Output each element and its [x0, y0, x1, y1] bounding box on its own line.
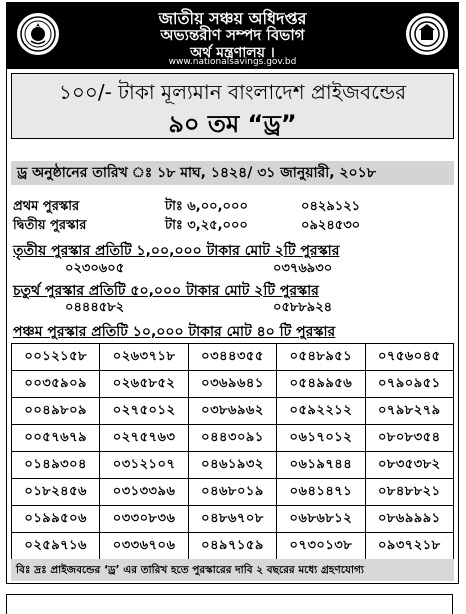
prize-number-cell: ০১৮২৪৫৬: [12, 479, 100, 506]
department-name: জাতীয় সঞ্চয় অধিদপ্তর: [158, 9, 307, 28]
prize-number-cell: ০০৪৯৮০৯: [12, 398, 100, 425]
bond-title: ১০০/- টাকা মূল্যমান বাংলাদেশ প্রাইজবন্ডের: [58, 80, 407, 104]
prize-number-cell: ০৬১৭০১২: [277, 425, 365, 452]
prize-number-cell: ০২৫৯৭১৬: [12, 533, 100, 560]
prize-number-cell: ০৩৪৪৩৫৫: [188, 344, 276, 371]
draw-number-title: ৯০ তম “ড্র”: [168, 110, 297, 138]
second-prize-number: ০৯২৪৫৩০: [301, 218, 361, 233]
prize-number-cell: ০৫৯২২১২: [277, 398, 365, 425]
table-row: [12, 506, 454, 533]
prize-number-cell: ০৭৯০৯৫১: [365, 371, 453, 398]
prize-number-cell: ০০৩৫৯০৯: [12, 371, 100, 398]
fourth-prize-number: ০৪৪৪৫৮২: [65, 300, 125, 315]
second-prize-amount: টাঃ ৩,২৫,০০০: [165, 218, 248, 233]
prize-number-cell: ০৭৩০১৩৮: [277, 533, 365, 560]
prize-number-cell: ০৫৪৯৯৫৬: [277, 371, 365, 398]
third-prize-numbers: [13, 259, 453, 277]
prize-number-cell: ০১৪৯৩০৪: [12, 452, 100, 479]
second-prize-row: [13, 216, 453, 234]
prize-number-cell: ০৪৬১৯৩২: [188, 452, 276, 479]
third-prize-number: ০২৩০৬০৫: [65, 261, 125, 276]
table-row: [12, 479, 454, 506]
prize-number-cell: ০৮৪৮৮২১: [365, 479, 453, 506]
prize-number-cell: ০০৫৭৬৭৯: [12, 425, 100, 452]
table-row: [12, 425, 454, 452]
header-banner: [7, 3, 458, 69]
table-row: [12, 533, 454, 560]
prize-number-cell: ০২৭৫০১২: [100, 398, 188, 425]
prize-number-cell: ০৮৩৫৩৮২: [365, 452, 453, 479]
table-row: [12, 452, 454, 479]
prize-number-cell: ০৫৪৮৯৫১: [277, 344, 365, 371]
table-row: [12, 398, 454, 425]
website-link[interactable]: www.nationalsavings.gov.bd: [168, 57, 297, 67]
first-prize-amount: টাঃ ৬,০০,০০০: [165, 199, 248, 214]
prize-number-cell: ০৩১২১০৭: [100, 452, 188, 479]
prize-number-cell: ০৩৩৬৭০৬: [100, 533, 188, 560]
prize-number-cell: ০৭৫৬০৪৫: [365, 344, 453, 371]
prize-number-cell: ০৪৪৩০৯১: [188, 425, 276, 452]
prize-number-cell: ০০১২১৫৮: [12, 344, 100, 371]
claim-deadline-note: বিঃ দ্রঃ প্রাইজবন্ডের ‘ড্র’ এর তারিখ হতে পুরস্কারের দাবি ২ বছরের মধ্যে গ্রহণযোগ্য: [11, 559, 454, 581]
fifth-prize-title: পঞ্চম পুরস্কার প্রতিটি ১০,০০০ টাকার মোট ৪০ টি পুরস্কার: [13, 324, 336, 340]
fourth-prize-number: ০৫৮৮৯২৪: [273, 300, 333, 315]
prize-number-cell: ০৩৩০৮৩৬: [100, 506, 188, 533]
ministry-name: অর্থ মন্ত্রণালয় ।: [190, 45, 275, 61]
prize-number-cell: ০৪৯৭১৫৯: [188, 533, 276, 560]
prize-number-cell: ০৭৯৮২৭৯: [365, 398, 453, 425]
prize-number-cell: ০২৬৫৮৫২: [100, 371, 188, 398]
second-prize-label: দ্বিতীয় পুরস্কার: [13, 218, 87, 233]
table-row: [12, 371, 454, 398]
fourth-prize-title: চতুর্থ পুরস্কার প্রতিটি ৫০,০০০ টাকার মোট ২টি পুরস্কার: [13, 283, 319, 299]
prize-number-cell: ০২৬৩৭১৮: [100, 344, 188, 371]
fifth-prize-table: [11, 343, 454, 560]
prize-number-cell: ০৩৬৯৬৪১: [188, 371, 276, 398]
table-row: [12, 344, 454, 371]
draw-date: ড্র অনুষ্ঠানের তারিখ ঃ ১৮ মাঘ, ১৪২৪/ ৩১ জানুয়ারী, ২০১৮: [11, 161, 454, 185]
prize-number-cell: ০৯৩৭২১৮: [365, 533, 453, 560]
first-prize-row: [13, 197, 453, 215]
prize-number-cell: ০২৭৫৭৬৩: [100, 425, 188, 452]
prize-number-cell: ০৪৬৮০১৯: [188, 479, 276, 506]
title-box: [11, 73, 454, 139]
bangladesh-emblem-icon: [17, 13, 59, 55]
fourth-prize-numbers: [13, 298, 453, 316]
third-prize-number: ০৩৭৬৯৩০: [273, 261, 333, 276]
division-name: অভ্যন্তরীণ সম্পদ বিভাগ: [160, 26, 305, 44]
prize-number-cell: ০৬৮৬৮১২: [277, 506, 365, 533]
prize-number-cell: ০৮৬৯৯৯১: [365, 506, 453, 533]
national-savings-seal-icon: [406, 13, 448, 55]
next-section-border: [6, 594, 453, 614]
prize-number-cell: ০৬১৯৭৪৪: [277, 452, 365, 479]
prize-number-cell: ০৩১৩৩৯৬: [100, 479, 188, 506]
third-prize-title: তৃতীয় পুরস্কার প্রতিটি ১,০০,০০০ টাকার মোট ২টি পুরস্কার: [13, 243, 340, 259]
first-prize-number: ০৪২৯১২১: [301, 199, 361, 214]
prize-number-cell: ০৩৮৬৯৬২: [188, 398, 276, 425]
first-prize-label: প্রথম পুরস্কার: [13, 199, 80, 214]
prize-bond-result-sheet: [6, 2, 459, 584]
prize-number-cell: ০৪৮৬৭০৮: [188, 506, 276, 533]
prize-number-cell: ০১৯৯৫০৬: [12, 506, 100, 533]
prize-number-cell: ০৬৪১৪৭১: [277, 479, 365, 506]
prize-number-cell: ০৮০৮৩৫৪: [365, 425, 453, 452]
